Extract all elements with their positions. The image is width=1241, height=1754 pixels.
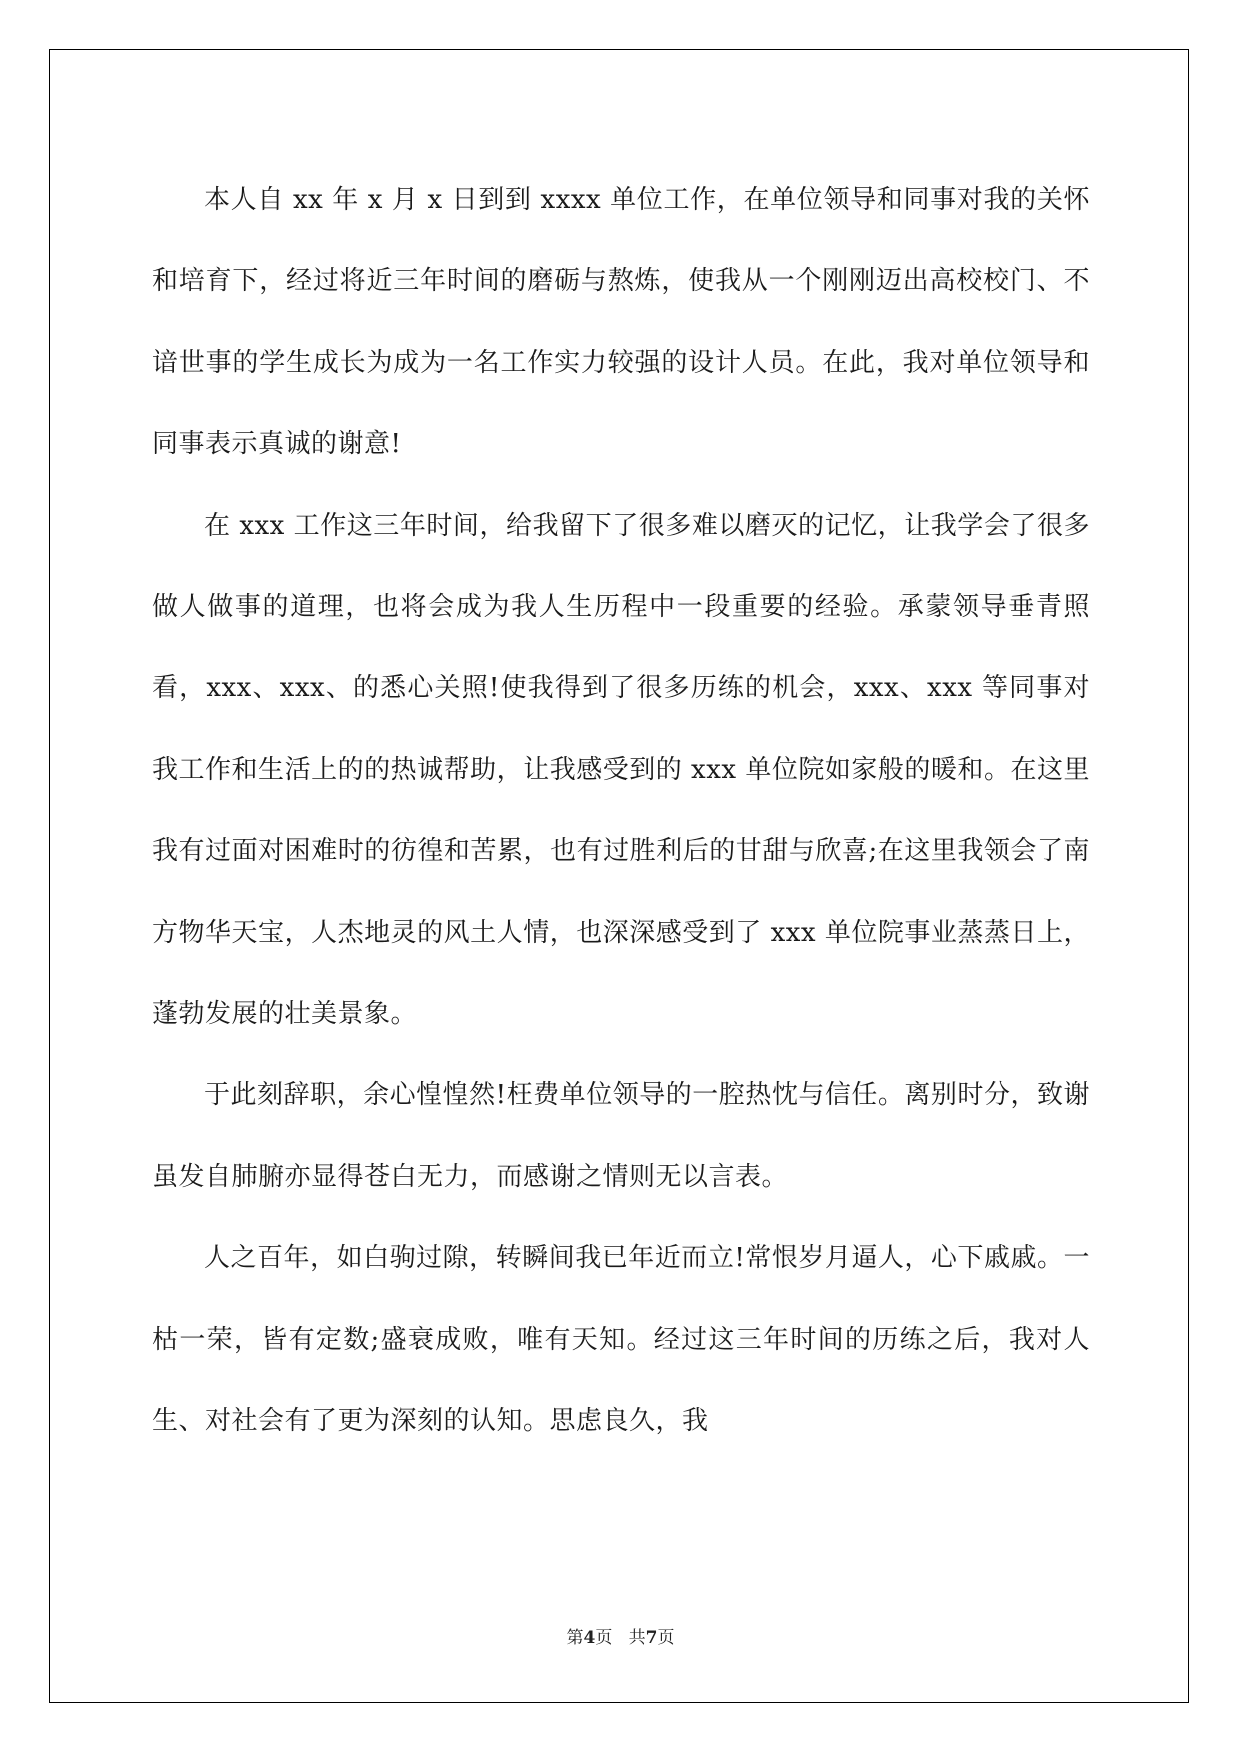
page-suffix: 页 [657, 1628, 675, 1648]
page-prefix: 第 [566, 1628, 584, 1648]
paragraph-3: 于此刻辞职，余心惶惶然!枉费单位领导的一腔热忱与信任。离别时分，致谢虽发自肺腑亦显得苍白无力，而感谢之情则无以言表。 [152, 1080, 1090, 1192]
document-body [152, 160, 1090, 1463]
paragraph-2: 在 xxx 工作这三年时间，给我留下了很多难以磨灭的记忆，让我学会了很多做人做事的道理，也将会成为我人生历程中一段重要的经验。承蒙领导垂青照看，xxx、xxx、的悉心关照!使我得到了很多历练的机会，xxx、xxx 等同事对我工作和生活上的的热诚帮助，让我感受到的 xxx 单位院如家般的暖和。在这里我有过面对困难时的彷徨和苦累，也有过胜利后的甘甜与欣喜;在这里我领会了南方物华天宝，人杰地灵的风土人情，也深深感受到了 xxx 单位院事业蒸蒸日上，蓬勃发展的壮美景象。 [152, 510, 1090, 1030]
paragraph-4: 人之百年，如白驹过隙，转瞬间我已年近而立!常恨岁月逼人，心下戚戚。一枯一荣，皆有定数;盛衰成败，唯有天知。经过这三年时间的历练之后，我对人生、对社会有了更为深刻的认知。思虑良久，我 [152, 1243, 1090, 1437]
page-footer [0, 1628, 1241, 1648]
paragraph-1: 本人自 xx 年 x 月 x 日到到 xxxx 单位工作，在单位领导和同事对我的关怀和培育下，经过将近三年时间的磨砺与熬炼，使我从一个刚刚迈出高校校门、不谙世事的学生成长为成为一名工作实力较强的设计人员。在此，我对单位领导和同事表示真诚的谢意! [152, 185, 1090, 460]
page-total-number: 7 [645, 1628, 658, 1648]
page-mid-text: 页 共 [595, 1628, 646, 1648]
page-current-number: 4 [583, 1628, 596, 1648]
